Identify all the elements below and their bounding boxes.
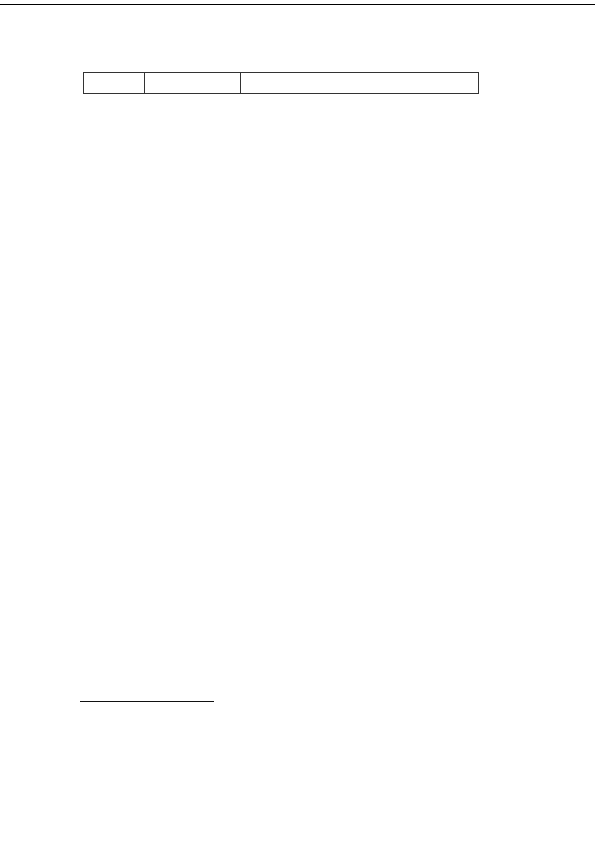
question-9 bbox=[80, 690, 214, 705]
ethnic-culture-table bbox=[83, 72, 479, 94]
answer-blank[interactable] bbox=[80, 690, 142, 702]
table-body bbox=[84, 73, 479, 94]
table-header-row bbox=[84, 73, 479, 94]
header-cell bbox=[145, 73, 241, 94]
answer-blank[interactable] bbox=[142, 690, 214, 702]
header-rule bbox=[0, 4, 595, 5]
header-cell bbox=[241, 73, 479, 94]
header-cell bbox=[84, 73, 145, 94]
